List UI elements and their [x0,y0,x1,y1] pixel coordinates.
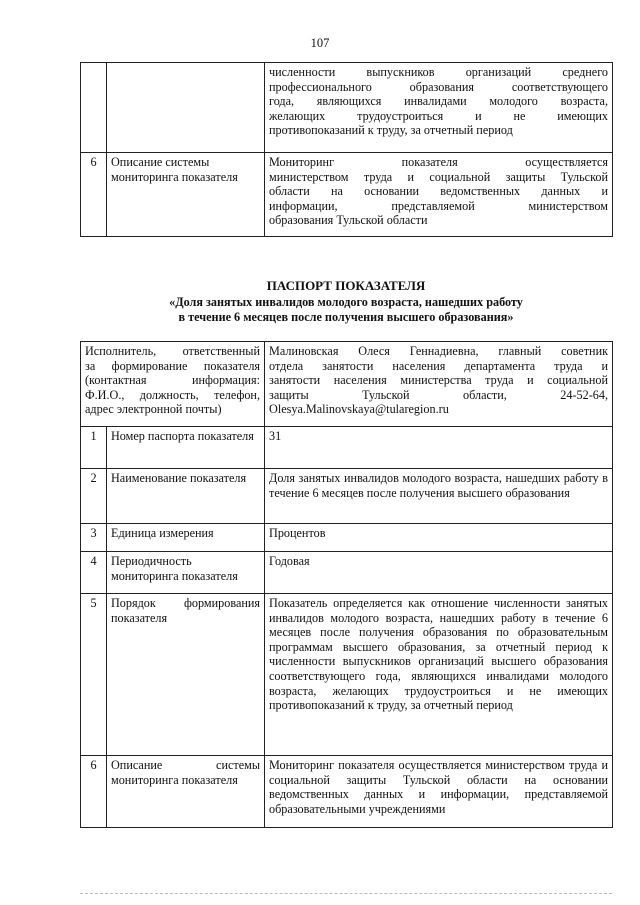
table-row [81,63,613,153]
page-number: 107 [310,36,330,50]
continuation-table [80,62,613,237]
text-line: за формирование показателя [85,358,261,373]
passport-subtitle: «Доля занятых инвалидов молодого возраста, нашедших работу [169,295,523,309]
passport-table [80,341,613,828]
text-line: отдела занятости населения департамента труда и [269,358,609,373]
row-label: Наименование показателя [107,469,265,524]
text-line: противопоказаний к труду, за отчетный период [269,123,513,138]
table-row [81,427,613,469]
table-row [81,594,613,756]
text-line: министерством труда и социальной защиты Тульской [269,169,608,184]
row-value: Доля занятых инвалидов молодого возраста, нашедших работу в течение 6 месяцев после получения высшего образования [265,469,613,524]
row-number: 3 [81,524,107,552]
row-value [265,63,613,153]
executor-label [81,342,265,427]
row-label: Описание системы мониторинга показателя [107,153,265,237]
passport-title: ПАСПОРТ ПОКАЗАТЕЛЯ [266,278,426,293]
row-number: 4 [81,552,107,594]
text-line: профессионального образования соответствующего [269,79,608,94]
text-line: Ф.И.О., должность, телефон, [85,387,261,402]
text-line: Исполнитель, ответственный [85,344,261,358]
row-value: Показатель определяется как отношение численности занятых инвалидов молодого возраста, нашедших работу в течение 6 месяцев после получения образования по образовательным программам высшего образования, за отчетный период к численности выпускников организаций высшего образования соответствующего года, являющихся инвалидами молодого возраста, желающих трудоустроиться и не имеющих противопоказаний к труду, за отчетный период [265,594,613,756]
text-line: Малиновская Олеся Геннадиевна, главный советник [269,344,609,358]
text-line: численности выпускников организаций среднего [269,65,608,79]
row-label: Единица измерения [107,524,265,552]
text-line: года, являющихся инвалидами молодого возраста, [269,94,608,109]
page-cut-line [80,893,612,894]
row-label: Периодичность мониторинга показателя [107,552,265,594]
row-label: Порядок формирования показателя [107,594,265,756]
text-line: желающих трудоустроиться и не имеющих [269,108,608,123]
row-label [107,63,265,153]
row-value [265,153,613,237]
text-line: защиты Тульской области, 24-52-64, [269,387,609,402]
executor-value [265,342,613,427]
table-row [81,756,613,828]
row-number: 6 [81,756,107,828]
text-line: области на основании ведомственных данных и [269,184,608,199]
row-label: Номер паспорта показателя [107,427,265,469]
table-row [81,153,613,237]
row-number [81,63,107,153]
table-row [81,552,613,594]
row-number: 2 [81,469,107,524]
row-value: Годовая [265,552,613,594]
table-row [81,524,613,552]
row-number: 1 [81,427,107,469]
text-line: занятости населения министерства труда и социальной [269,373,609,388]
table-row [81,342,613,427]
text-line: Мониторинг показателя осуществляется [269,155,608,169]
text-line: информации, представляемой министерством [269,198,608,213]
text-line: Olesya.Malinovskaya@tularegion.ru [269,402,449,417]
passport-subtitle: в течение 6 месяцев после получения высшего образования» [178,310,514,324]
text-line: (контактная информация: [85,373,261,388]
row-value: 31 [265,427,613,469]
row-number: 5 [81,594,107,756]
row-value: Процентов [265,524,613,552]
table-row [81,469,613,524]
row-label: Описание системы мониторинга показателя [107,756,265,828]
text-line: образования Тульской области [269,213,428,228]
text-line: адрес электронной почты) [85,402,222,417]
row-value: Мониторинг показателя осуществляется министерством труда и социальной защиты Тульской области на основании ведомственных данных и информации, представляемой образовательными учреждениями [265,756,613,828]
row-number: 6 [81,153,107,237]
